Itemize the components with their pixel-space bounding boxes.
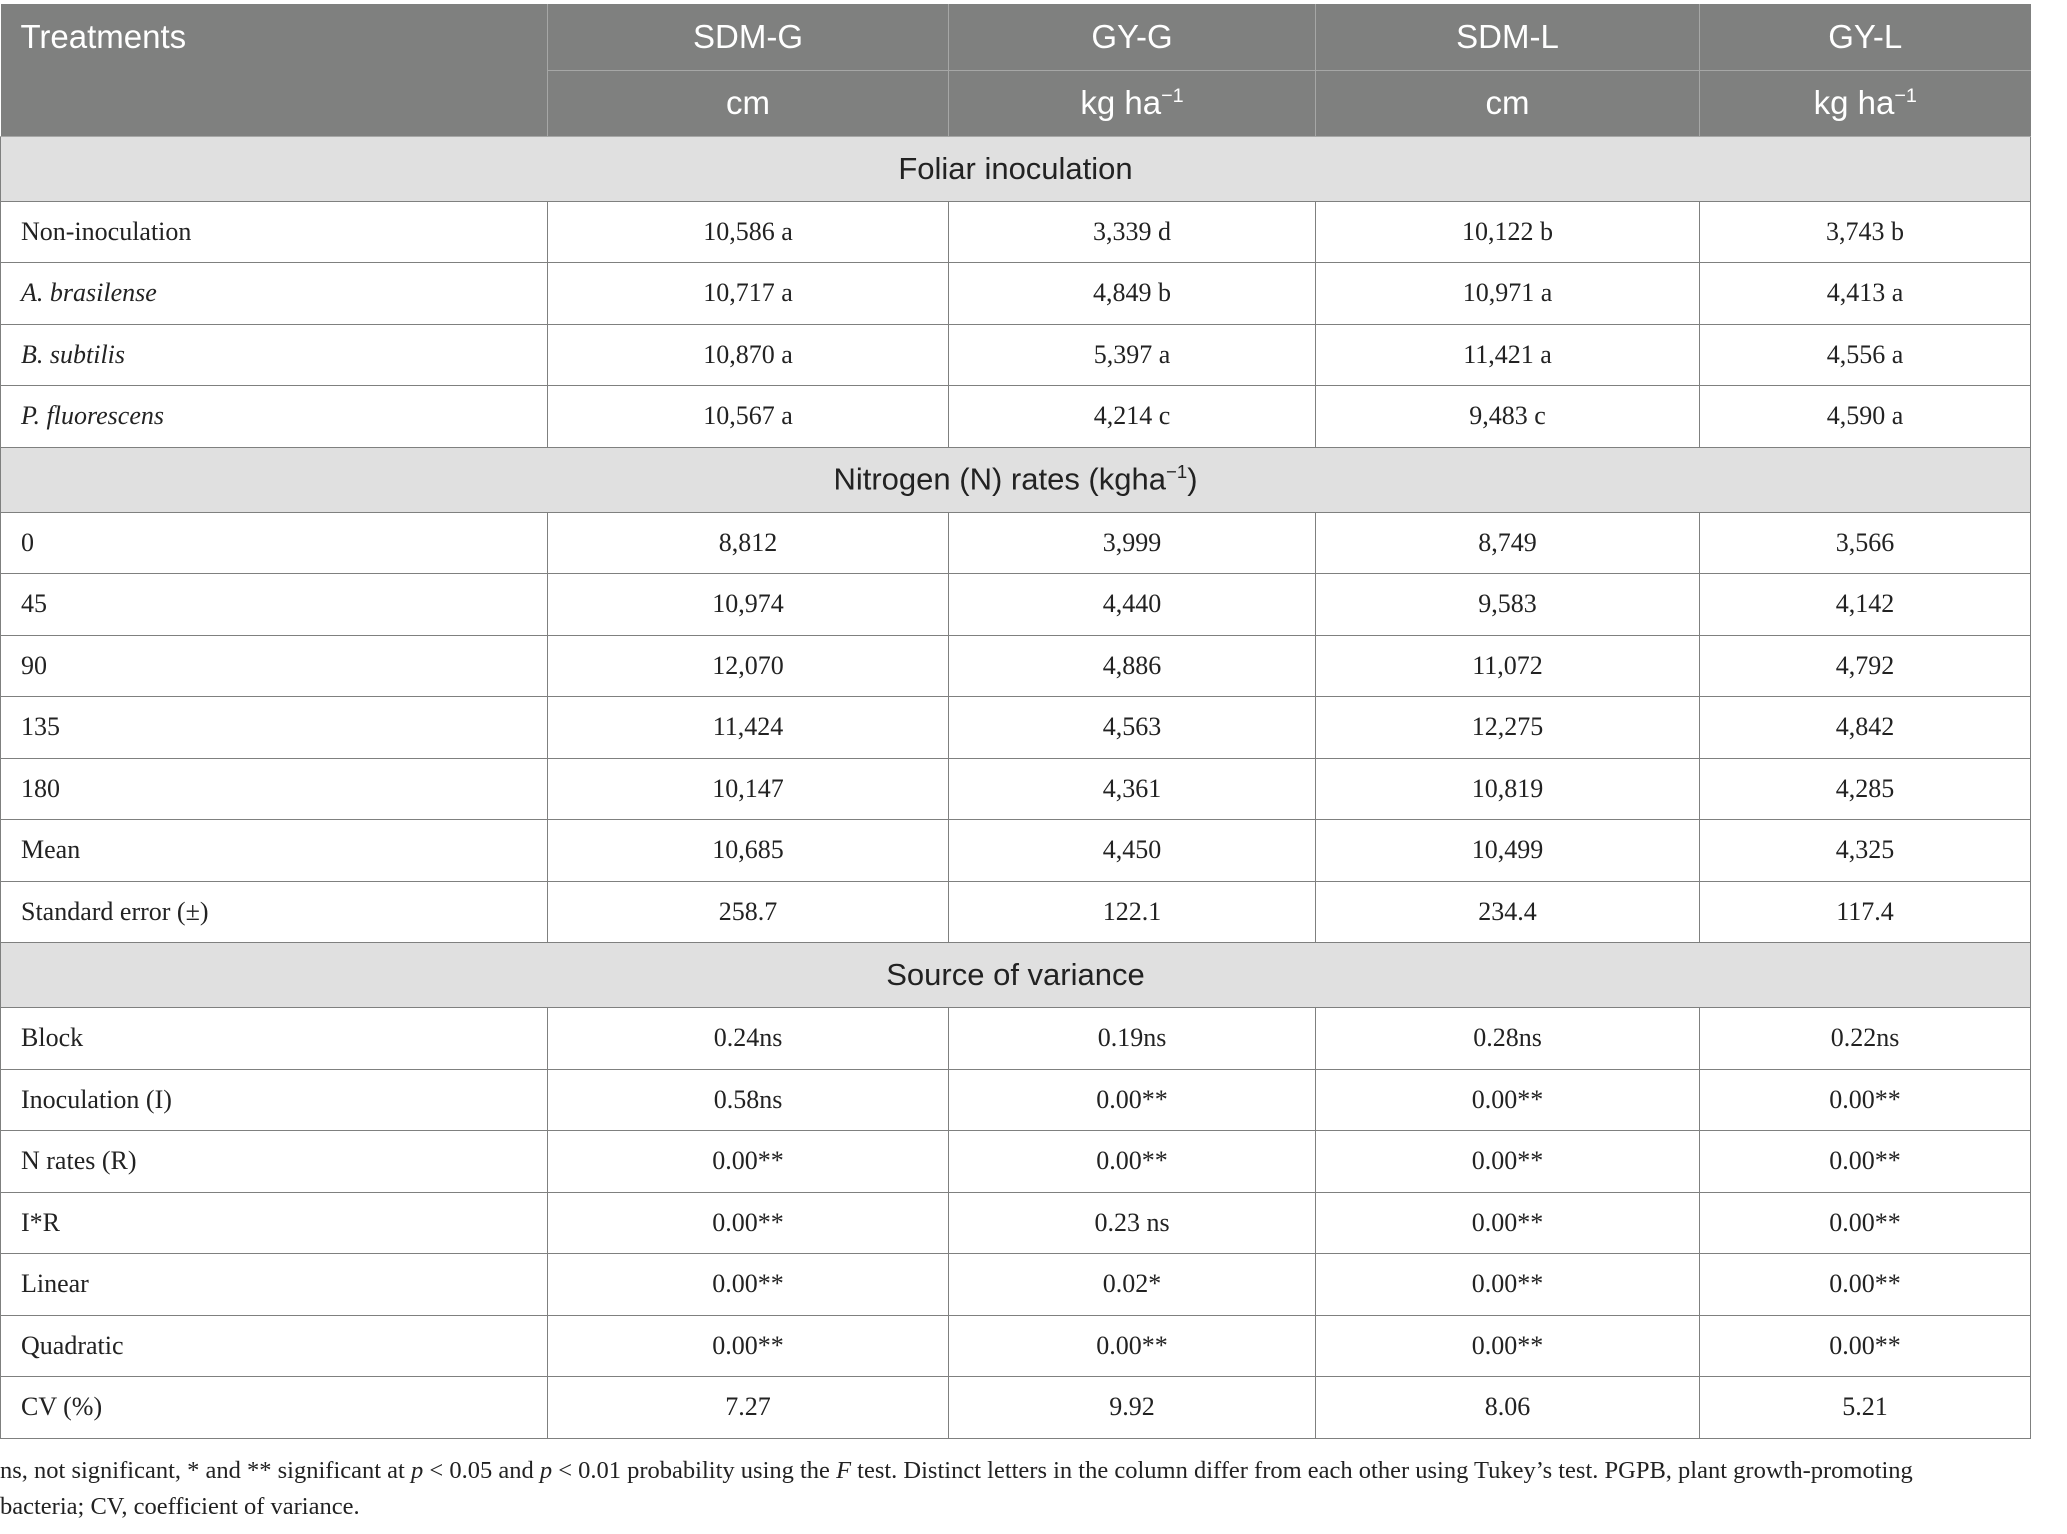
table-row (1, 324, 2031, 386)
row-label: 90 (1, 635, 548, 697)
row-value: 10,819 (1316, 758, 1700, 820)
row-label: 0 (1, 512, 548, 574)
row-value: 10,499 (1316, 820, 1700, 882)
row-value: 4,450 (949, 820, 1316, 882)
row-value: 9.92 (949, 1377, 1316, 1439)
row-value: 3,339 d (949, 201, 1316, 263)
row-value: 0.00** (1316, 1254, 1700, 1316)
row-label: Block (1, 1008, 548, 1070)
row-value: 3,999 (949, 512, 1316, 574)
row-value: 0.23 ns (949, 1192, 1316, 1254)
row-value: 10,870 a (548, 324, 949, 386)
row-value: 4,556 a (1700, 324, 2031, 386)
row-value: 10,147 (548, 758, 949, 820)
row-value: 10,685 (548, 820, 949, 882)
header-treatments: Treatments (1, 4, 548, 136)
row-label: 45 (1, 574, 548, 636)
row-value: 258.7 (548, 881, 949, 943)
row-label: B. subtilis (1, 324, 548, 386)
row-value: 8.06 (1316, 1377, 1700, 1439)
section-title: Source of variance (1, 943, 2031, 1008)
row-value: 4,214 c (949, 386, 1316, 448)
row-label: 180 (1, 758, 548, 820)
header-row-top (1, 4, 2031, 70)
row-value: 0.00** (1316, 1069, 1700, 1131)
row-value: 12,275 (1316, 697, 1700, 759)
row-label: Standard error (±) (1, 881, 548, 943)
row-value: 9,483 c (1316, 386, 1700, 448)
table-row (1, 1377, 2031, 1439)
table-row (1, 1192, 2031, 1254)
row-value: 10,717 a (548, 263, 949, 325)
unit-gy-l: kg $ha^{-1}$ (1700, 70, 2031, 136)
table-row (1, 386, 2031, 448)
row-value: 0.19ns (949, 1008, 1316, 1070)
row-value: 12,070 (548, 635, 949, 697)
row-value: 4,842 (1700, 697, 2031, 759)
row-value: 0.00** (1316, 1315, 1700, 1377)
row-value: 0.00** (548, 1315, 949, 1377)
row-value: 4,142 (1700, 574, 2031, 636)
table-row (1, 820, 2031, 882)
row-value: 10,586 a (548, 201, 949, 263)
table-row (1, 1008, 2031, 1070)
row-label: N rates (R) (1, 1131, 548, 1193)
row-value: 0.02* (949, 1254, 1316, 1316)
row-value: 0.00** (1700, 1254, 2031, 1316)
row-value: 4,792 (1700, 635, 2031, 697)
row-value: 4,361 (949, 758, 1316, 820)
row-value: 0.00** (1316, 1131, 1700, 1193)
row-label: I*R (1, 1192, 548, 1254)
table-row (1, 1254, 2031, 1316)
row-value: 11,421 a (1316, 324, 1700, 386)
row-value: 7.27 (548, 1377, 949, 1439)
row-value: 117.4 (1700, 881, 2031, 943)
row-value: 0.28ns (1316, 1008, 1700, 1070)
section-row (1, 136, 2031, 201)
row-value: 5,397 a (949, 324, 1316, 386)
unit-gy-g: kg $ha^{-1}$ (949, 70, 1316, 136)
header-gy-l: GY-L (1700, 4, 2031, 70)
row-value: 0.00** (949, 1315, 1316, 1377)
table-row (1, 635, 2031, 697)
row-value: 0.00** (949, 1131, 1316, 1193)
table-header (1, 4, 2031, 136)
row-label: CV (%) (1, 1377, 548, 1439)
row-label: A. brasilense (1, 263, 548, 325)
row-value: 5.21 (1700, 1377, 2031, 1439)
row-value: 4,285 (1700, 758, 2031, 820)
table-row (1, 1315, 2031, 1377)
table-row (1, 512, 2031, 574)
unit-sdm-l: cm (1316, 70, 1700, 136)
table-row (1, 1131, 2031, 1193)
row-value: 3,743 b (1700, 201, 2031, 263)
row-value: 0.00** (1316, 1192, 1700, 1254)
row-value: 0.00** (548, 1192, 949, 1254)
row-value: 0.00** (1700, 1131, 2031, 1193)
row-value: 4,849 b (949, 263, 1316, 325)
row-value: 4,590 a (1700, 386, 2031, 448)
table-row (1, 263, 2031, 325)
header-gy-g: GY-G (949, 4, 1316, 70)
row-label: Linear (1, 1254, 548, 1316)
row-value: 0.00** (548, 1131, 949, 1193)
row-value: 4,886 (949, 635, 1316, 697)
header-sdm-l: SDM-L (1316, 4, 1700, 70)
row-value: 11,424 (548, 697, 949, 759)
table-row (1, 697, 2031, 759)
row-label: Inoculation (I) (1, 1069, 548, 1131)
row-value: 122.1 (949, 881, 1316, 943)
row-value: 4,413 a (1700, 263, 2031, 325)
row-value: 10,971 a (1316, 263, 1700, 325)
table-row (1, 881, 2031, 943)
table-footnote: ns, not significant, * and ** significant at p < 0.05 and p < 0.01 probability using the F test. Distinct letters in the column differ from each other using Tukey’s test. PGPB, plant growth-promoting bacteria; CV, coefficient of variance. (0, 1457, 1913, 1520)
row-value: 0.00** (949, 1069, 1316, 1131)
table-body (1, 136, 2031, 1438)
row-value: 9,583 (1316, 574, 1700, 636)
row-value: 0.00** (1700, 1192, 2031, 1254)
row-value: 10,122 b (1316, 201, 1700, 263)
row-value: 234.4 (1316, 881, 1700, 943)
row-value: 0.58ns (548, 1069, 949, 1131)
row-label: P. fluorescens (1, 386, 548, 448)
row-value: 8,749 (1316, 512, 1700, 574)
row-value: 3,566 (1700, 512, 2031, 574)
table-row (1, 1069, 2031, 1131)
row-value: 10,974 (548, 574, 949, 636)
row-label: Quadratic (1, 1315, 548, 1377)
section-title: Foliar inoculation (1, 136, 2031, 201)
results-table (0, 4, 2031, 1439)
row-value: 4,325 (1700, 820, 2031, 882)
unit-sdm-g: cm (548, 70, 949, 136)
table-row (1, 201, 2031, 263)
header-sdm-g: SDM-G (548, 4, 949, 70)
row-value: 0.24ns (548, 1008, 949, 1070)
row-value: 4,440 (949, 574, 1316, 636)
row-label: Non-inoculation (1, 201, 548, 263)
row-value: 11,072 (1316, 635, 1700, 697)
results-table-container (0, 4, 2067, 1439)
row-value: 8,812 (548, 512, 949, 574)
row-value: 10,567 a (548, 386, 949, 448)
row-value: 0.00** (548, 1254, 949, 1316)
table-row (1, 758, 2031, 820)
row-value: 4,563 (949, 697, 1316, 759)
row-value: 0.00** (1700, 1315, 2031, 1377)
section-row (1, 943, 2031, 1008)
table-row (1, 574, 2031, 636)
row-value: 0.00** (1700, 1069, 2031, 1131)
row-label: Mean (1, 820, 548, 882)
row-value: 0.22ns (1700, 1008, 2031, 1070)
section-title: Nitrogen (N) rates (kgha$^{-1}$) (1, 447, 2031, 512)
row-label: 135 (1, 697, 548, 759)
section-row (1, 447, 2031, 512)
